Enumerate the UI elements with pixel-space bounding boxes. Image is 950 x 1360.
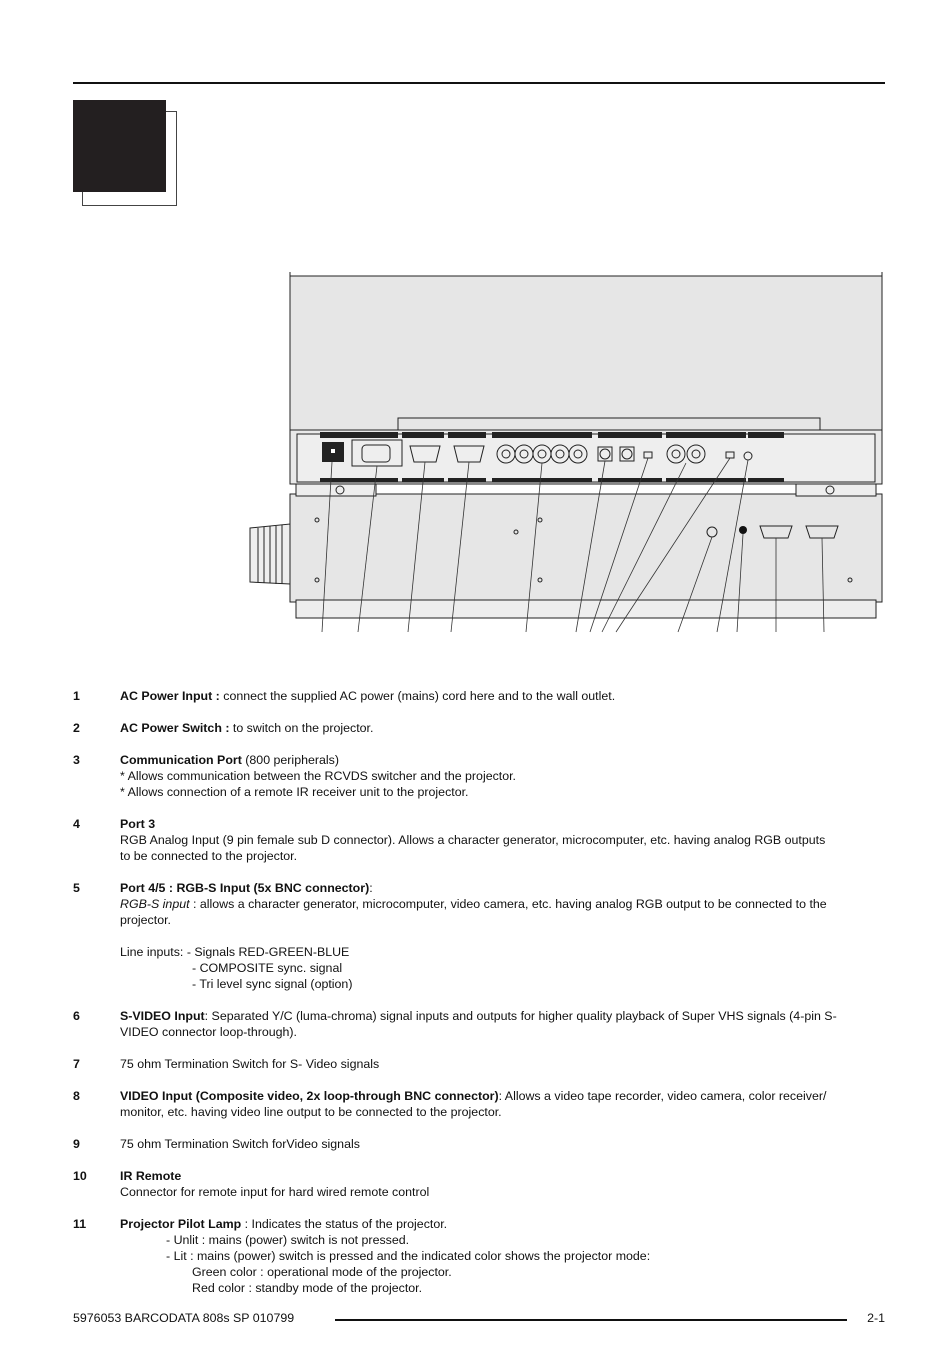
list-item [73,1088,885,1120]
item-subline: - Lit : mains (power) switch is pressed and the indicated color shows the projector mode: [166,1249,651,1263]
projector-rear-panel-diagram [240,272,890,637]
line-input: - Tri level sync signal (option) [192,977,353,991]
list-item [73,1056,885,1072]
item-title: VIDEO Input (Composite video, 2x loop-through BNC connector) [120,1089,499,1103]
item-text: : Allows a video tape recorder, video camera, color receiver/ [498,1089,827,1103]
item-number: 7 [73,1057,80,1071]
item-title: Communication Port [120,753,242,767]
connector-list [73,688,885,1312]
list-item [73,816,885,864]
item-number: 1 [73,689,80,703]
item-line: VIDEO connector loop-through). [120,1025,298,1039]
item-line: * Allows communication between the RCVDS switcher and the projector. [120,769,517,783]
item-line: * Allows connection of a remote IR receiver unit to the projector. [120,785,469,799]
list-item [73,688,885,704]
item-number: 8 [73,1089,80,1103]
item-text: : allows a character generator, microcomputer, video camera, etc. having analog RGB output to be connected to the [189,897,827,911]
chapter-box [73,100,166,192]
item-number: 4 [73,817,80,831]
housing-bottom [290,494,882,602]
list-item [73,1168,885,1200]
item-text: to switch on the projector. [229,721,374,735]
housing-top [290,276,882,430]
item-text: (800 peripherals) [241,753,339,767]
item-text: : [369,881,373,895]
item-line: projector. [120,913,171,927]
item-number: 2 [73,721,80,735]
list-item [73,1216,885,1296]
list-item [73,880,885,992]
item-italic: RGB-S input [120,897,190,911]
item-subsubline: Red color : standby mode of the projector. [192,1281,423,1295]
item-line: to be connected to the projector. [120,849,298,863]
item-number: 6 [73,1009,80,1023]
list-item [73,720,885,736]
item-title: AC Power Switch : [120,721,230,735]
item-title: Port 4/5 : RGB-S Input (5x BNC connector) [120,881,370,895]
list-item [73,1008,885,1040]
item-subline: - Unlit : mains (power) switch is not pressed. [166,1233,410,1247]
item-text: 75 ohm Termination Switch for S- Video signals [120,1057,380,1071]
item-text: : Indicates the status of the projector. [241,1217,448,1231]
item-line: RGB Analog Input (9 pin female sub D connector). Allows a character generator, microcomputer, etc. having analog RGB outputs [120,833,826,847]
list-item [73,1136,885,1152]
item-number: 10 [73,1169,87,1183]
item-subsubline: Green color : operational mode of the projector. [192,1265,452,1279]
item-line: monitor, etc. having video line output to be connected to the projector. [120,1105,502,1119]
item-title: IR Remote [120,1169,182,1183]
item-text: connect the supplied AC power (mains) cord here and to the wall outlet. [219,689,616,703]
item-number: 5 [73,881,80,895]
footer-rule [335,1319,847,1321]
line-input: - COMPOSITE sync. signal [192,961,343,975]
footer-doc-id: 5976053 BARCODATA 808s SP 010799 [73,1311,295,1325]
pilot-lamp [739,526,747,534]
line-inputs-label: Line inputs: [120,945,187,959]
item-title: S-VIDEO Input [120,1009,205,1023]
item-text: : Separated Y/C (luma-chroma) signal inputs and outputs for higher quality playback of Super VHS signals (4-pin S- [204,1009,837,1023]
item-text: 75 ohm Termination Switch forVideo signals [120,1137,360,1151]
item-title: AC Power Input : [120,689,220,703]
item-line: Connector for remote input for hard wired remote control [120,1185,430,1199]
item-title: Port 3 [120,817,156,831]
page-number: 2-1 [867,1311,885,1325]
item-number: 9 [73,1137,80,1151]
list-item [73,752,885,800]
top-rule [73,82,885,84]
item-number: 3 [73,753,80,767]
item-number: 11 [73,1217,87,1231]
line-input: - Signals RED-GREEN-BLUE [186,945,350,959]
item-title: Projector Pilot Lamp [120,1217,242,1231]
